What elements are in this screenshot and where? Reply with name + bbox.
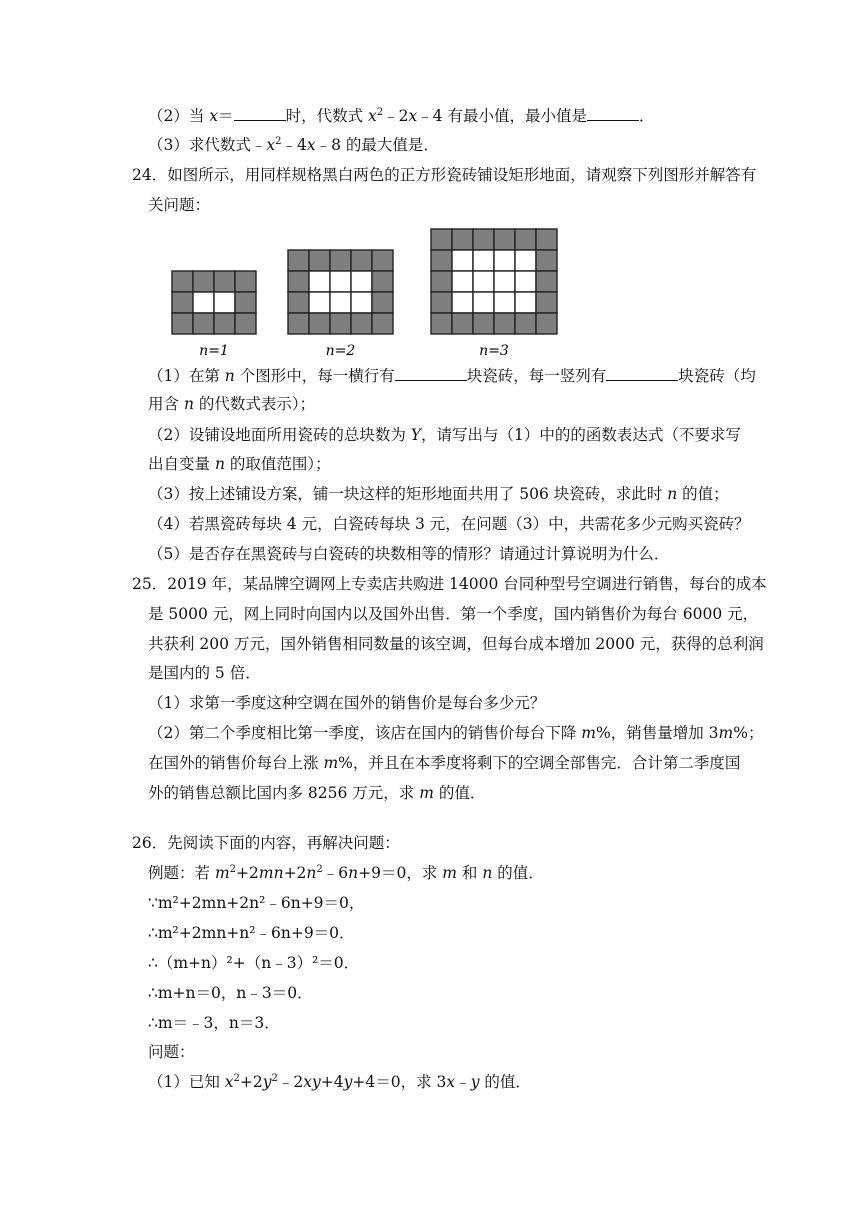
black-tile [515,229,536,250]
white-tile [515,250,536,271]
black-tile [330,313,351,334]
white-tile [473,271,494,292]
white-tile [515,292,536,313]
white-tile [473,250,494,271]
q24-part2-cont: 出自变量 n 的取值范围）； [148,455,331,473]
q23-part3: （3）求代数式$﹣x^2﹣4x﹣8$ 的最大值是． [148,135,439,154]
black-tile [351,250,372,271]
black-tile [193,313,214,334]
black-tile [288,250,309,271]
q24-part3: （3）按上述铺设方案，铺一块这样的矩形地面共用了 506 块瓷砖，求此时 n 的值； [148,485,729,503]
black-tile [473,229,494,250]
white-tile [214,292,235,313]
white-tile [515,271,536,292]
q26-step-5: ∴m＝﹣3，n＝3． [148,1014,280,1032]
q26-example: 例题：若 $m^2+2mn+2n^2﹣6n+9=0$，求 m 和 n 的值． [148,863,544,882]
white-tile [473,292,494,313]
black-tile [172,313,193,334]
black-tile [330,250,351,271]
q24-stem-2: 关问题： [148,196,211,214]
black-tile [452,229,473,250]
q25-stem-3: 共获利 200 万元，国外销售相同数量的该空调，但每台成本增加 2000 元，获得的总利润 [148,635,764,653]
answer-blank[interactable] [395,364,467,381]
black-tile [235,313,256,334]
black-tile [288,271,309,292]
q25-stem-2: 是 5000 元，网上同时向国内以及国外出售．第一个季度，国内销售价为每台 6000 元， [148,605,759,623]
white-tile [494,292,515,313]
black-tile [536,229,557,250]
black-tile [431,271,452,292]
white-tile [193,292,214,313]
q26-step-3: ∴（m+n）²+（n﹣3）²＝0． [148,954,360,972]
q26-step-1: ∵m²+2mn+2n²﹣6n+9＝0， [148,894,365,912]
black-tile [214,271,235,292]
q24-part1-cont: 用含 n 的代数式表示）； [148,395,316,413]
black-tile [288,313,309,334]
black-tile [431,250,452,271]
answer-blank[interactable] [234,104,286,121]
q26-problem-label: 问题： [148,1043,195,1061]
black-tile [172,292,193,313]
white-tile [330,292,351,313]
black-tile [372,271,393,292]
q25-part2-cont2: 外的销售总额比国内多 8256 万元，求 m 的值． [148,784,486,802]
q24-part5: （5）是否存在黑瓷砖与白瓷砖的块数相等的情形？请通过计算说明为什么． [148,545,670,563]
figure-caption: n=1 [199,343,229,359]
black-tile [536,292,557,313]
tile-figures [160,225,580,360]
black-tile [172,271,193,292]
white-tile [351,271,372,292]
q26-step-4: ∴m+n＝0，n﹣3＝0． [148,984,313,1002]
q25-stem-1: 25．2019 年，某品牌空调网上专卖店共购进 14000 台同种型号空调进行销售，每台的成本 [132,575,767,593]
q26-problem-1: （1）已知 $x^2+2y^2﹣2xy+4y+4=0$，求 3x﹣y 的值． [148,1072,531,1091]
figure-caption: n=2 [325,343,356,359]
white-tile [452,250,473,271]
black-tile [351,313,372,334]
q25-part2-cont: 在国外的销售价每台上涨 m%，并且在本季度将剩下的空调全部售完．合计第二季度国 [148,754,741,772]
q25-part1: （1）求第一季度这种空调在国外的销售价是每台多少元？ [148,694,546,712]
black-tile [288,292,309,313]
black-tile [536,271,557,292]
q25-stem-4: 是国内的 5 倍． [148,664,261,682]
black-tile [494,229,515,250]
figure-caption: n=3 [479,343,509,359]
white-tile [494,250,515,271]
black-tile [536,250,557,271]
q26-step-2: ∴m²+2mn+n²﹣6n+9＝0． [148,924,355,942]
black-tile [473,313,494,334]
black-tile [494,313,515,334]
q25-part2: （2）第二个季度相比第一季度，该店在国内的销售价每台下降 m%，销售量增加 3m%； [148,724,764,742]
black-tile [372,313,393,334]
answer-blank[interactable] [606,364,678,381]
q24-part4: （4）若黑瓷砖每块 4 元，白瓷砖每块 3 元，在问题（3）中，共需花多少元购买瓷砖？ [148,515,750,533]
white-tile [330,271,351,292]
black-tile [309,250,330,271]
white-tile [309,292,330,313]
black-tile [372,292,393,313]
black-tile [431,292,452,313]
black-tile [235,292,256,313]
q24-part2: （2）设铺设地面所用瓷砖的总块数为 Y，请写出与（1）中的的函数表达式（不要求写 [148,426,741,444]
black-tile [452,313,473,334]
black-tile [214,313,235,334]
black-tile [235,271,256,292]
q26-stem: 26．先阅读下面的内容，再解决问题： [132,834,400,852]
white-tile [309,271,330,292]
q24-part1: （1）在第 n 个图形中，每一横行有 块瓷砖，每一竖列有 块瓷砖（均 [148,364,756,387]
black-tile [193,271,214,292]
black-tile [431,229,452,250]
answer-blank[interactable] [587,104,639,121]
white-tile [351,292,372,313]
white-tile [452,271,473,292]
white-tile [494,271,515,292]
black-tile [431,313,452,334]
black-tile [372,250,393,271]
black-tile [515,313,536,334]
black-tile [309,313,330,334]
white-tile [452,292,473,313]
q23-part2: （2）当 x＝ 时，代数式 $x^2﹣2x﹣4$ 有最小值，最小值是 ． [148,104,655,127]
q24-stem-1: 24．如图所示，用同样规格黑白两色的正方形瓷砖铺设矩形地面，请观察下列图形并解答有 [132,166,757,184]
black-tile [536,313,557,334]
